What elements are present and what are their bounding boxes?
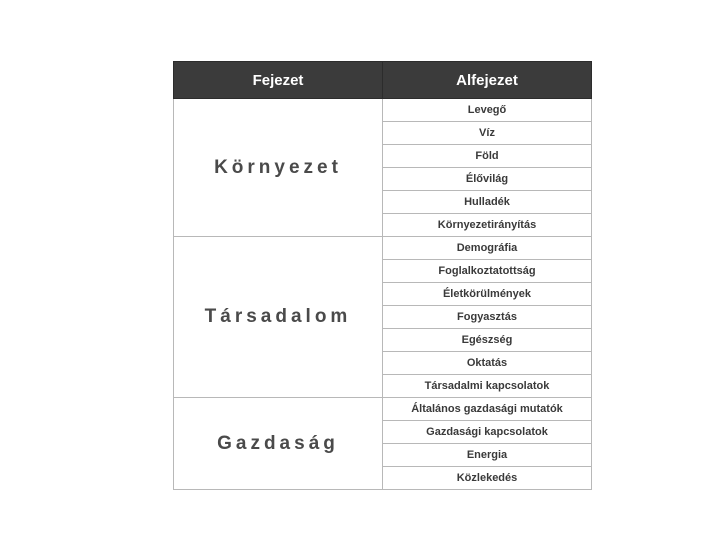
subchapter-cell: Életkörülmények [383,283,592,306]
subchapter-cell: Fogyasztás [383,306,592,329]
subchapter-cell: Gazdasági kapcsolatok [383,421,592,444]
subchapter-cell: Egészség [383,329,592,352]
table-row [174,398,592,421]
subchapter-cell: Közlekedés [383,467,592,490]
subchapter-cell: Víz [383,122,592,145]
subchapter-cell: Élővilág [383,168,592,191]
subchapter-cell: Oktatás [383,352,592,375]
subchapter-cell: Föld [383,145,592,168]
subchapter-cell: Energia [383,444,592,467]
header-chapter: Fejezet [174,62,383,99]
subchapter-cell: Foglalkoztatottság [383,260,592,283]
header-row [174,62,592,99]
chapter-table [173,61,592,490]
subchapter-cell: Demográfia [383,237,592,260]
subchapter-cell: Társadalmi kapcsolatok [383,375,592,398]
table-row [174,99,592,122]
table-row [174,237,592,260]
chapter-cell: Környezet [174,99,383,237]
header-subchapter: Alfejezet [383,62,592,99]
subchapter-cell: Általános gazdasági mutatók [383,398,592,421]
chapter-cell: Társadalom [174,237,383,398]
subchapter-cell: Hulladék [383,191,592,214]
subchapter-cell: Környezetirányítás [383,214,592,237]
subchapter-cell: Levegő [383,99,592,122]
chapter-cell: Gazdaság [174,398,383,490]
